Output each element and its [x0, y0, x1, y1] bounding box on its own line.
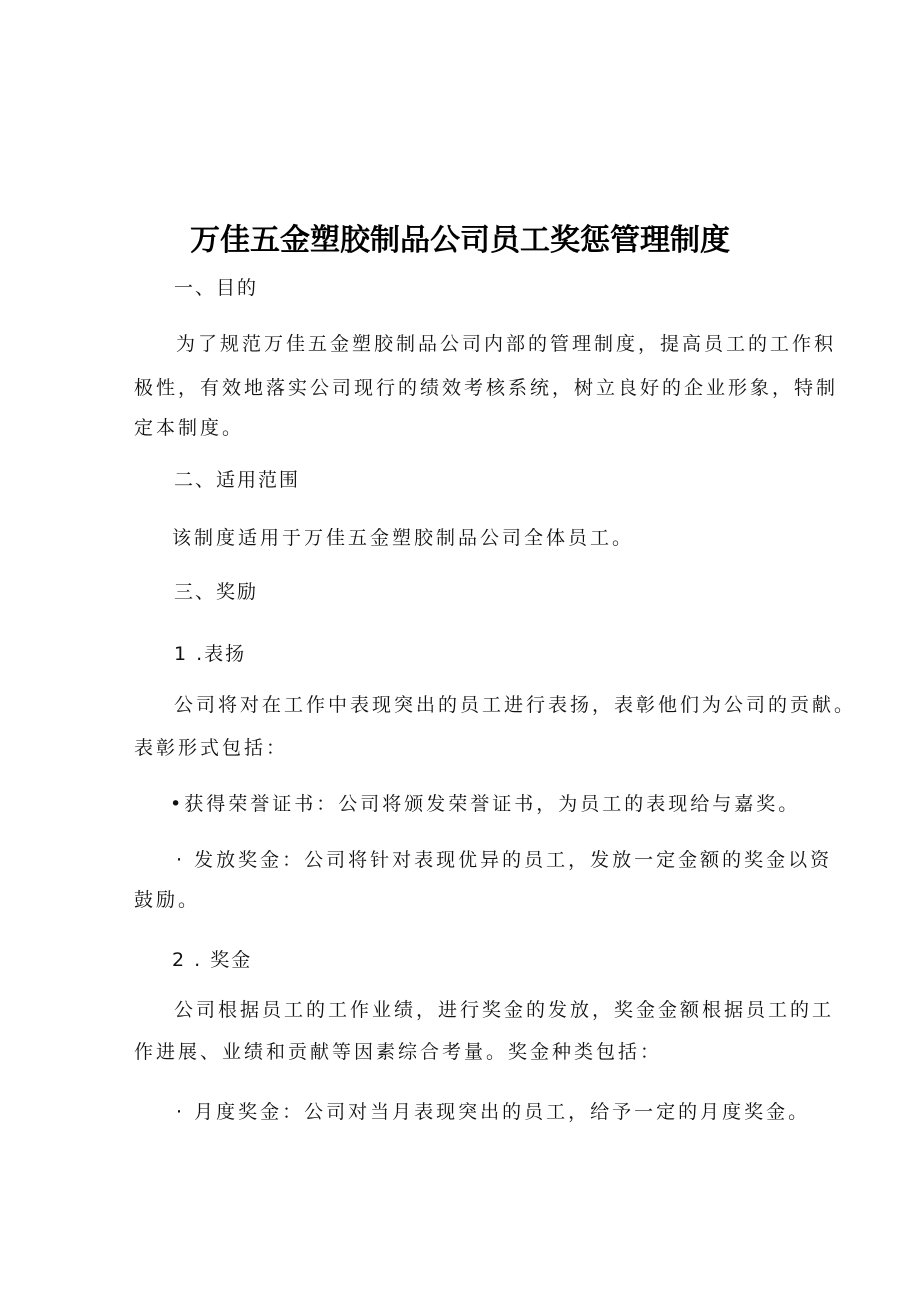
section-1-paragraph-line-2: 极性，有效地落实公司现行的绩效考核系统，树立良好的企业形象，特制 [134, 377, 839, 399]
section-1-paragraph-line-1: 为了规范万佳五金塑胶制品公司内部的管理制度，提高员工的工作积 [176, 333, 837, 355]
section-3-heading: 三、奖励 [174, 581, 259, 603]
subsection-1-paragraph-line-2: 表彰形式包括： [134, 737, 289, 759]
subsection-2-paragraph-line-1: 公司根据员工的工作业绩，进行奖金的发放，奖金金额根据员工的工 [174, 999, 835, 1021]
subsection-1-bullet-1: •获得荣誉证书：公司将颁发荣誉证书，为员工的表现给与嘉奖。 [170, 793, 801, 815]
section-2-heading: 二、适用范围 [174, 469, 301, 491]
section-1-heading: 一、目的 [174, 277, 259, 299]
subsection-1-bullet-2-line-1: · 发放奖金：公司将针对表现优异的员工，发放一定金额的奖金以资 [176, 849, 833, 871]
subsection-2-heading: 2 . 奖金 [172, 949, 253, 971]
subsection-1-bullet-2-line-2: 鼓励。 [134, 889, 201, 911]
subsection-2-bullet-1: · 月度奖金：公司对当月表现突出的员工，给予一定的月度奖金。 [176, 1101, 811, 1123]
subsection-1-paragraph-line-1: 公司将对在工作中表现突出的员工进行表扬，表彰他们为公司的贡献。 [174, 694, 857, 716]
subsection-2-paragraph-line-2: 作进展、业绩和贡献等因素综合考量。奖金种类包括： [134, 1041, 663, 1063]
document-title: 万佳五金塑胶制品公司员工奖惩管理制度 [190, 223, 730, 258]
section-1-paragraph-line-3: 定本制度。 [134, 417, 245, 439]
subsection-1-heading: 1 .表扬 [174, 643, 247, 665]
section-2-paragraph: 该制度适用于万佳五金塑胶制品公司全体员工。 [172, 527, 635, 549]
